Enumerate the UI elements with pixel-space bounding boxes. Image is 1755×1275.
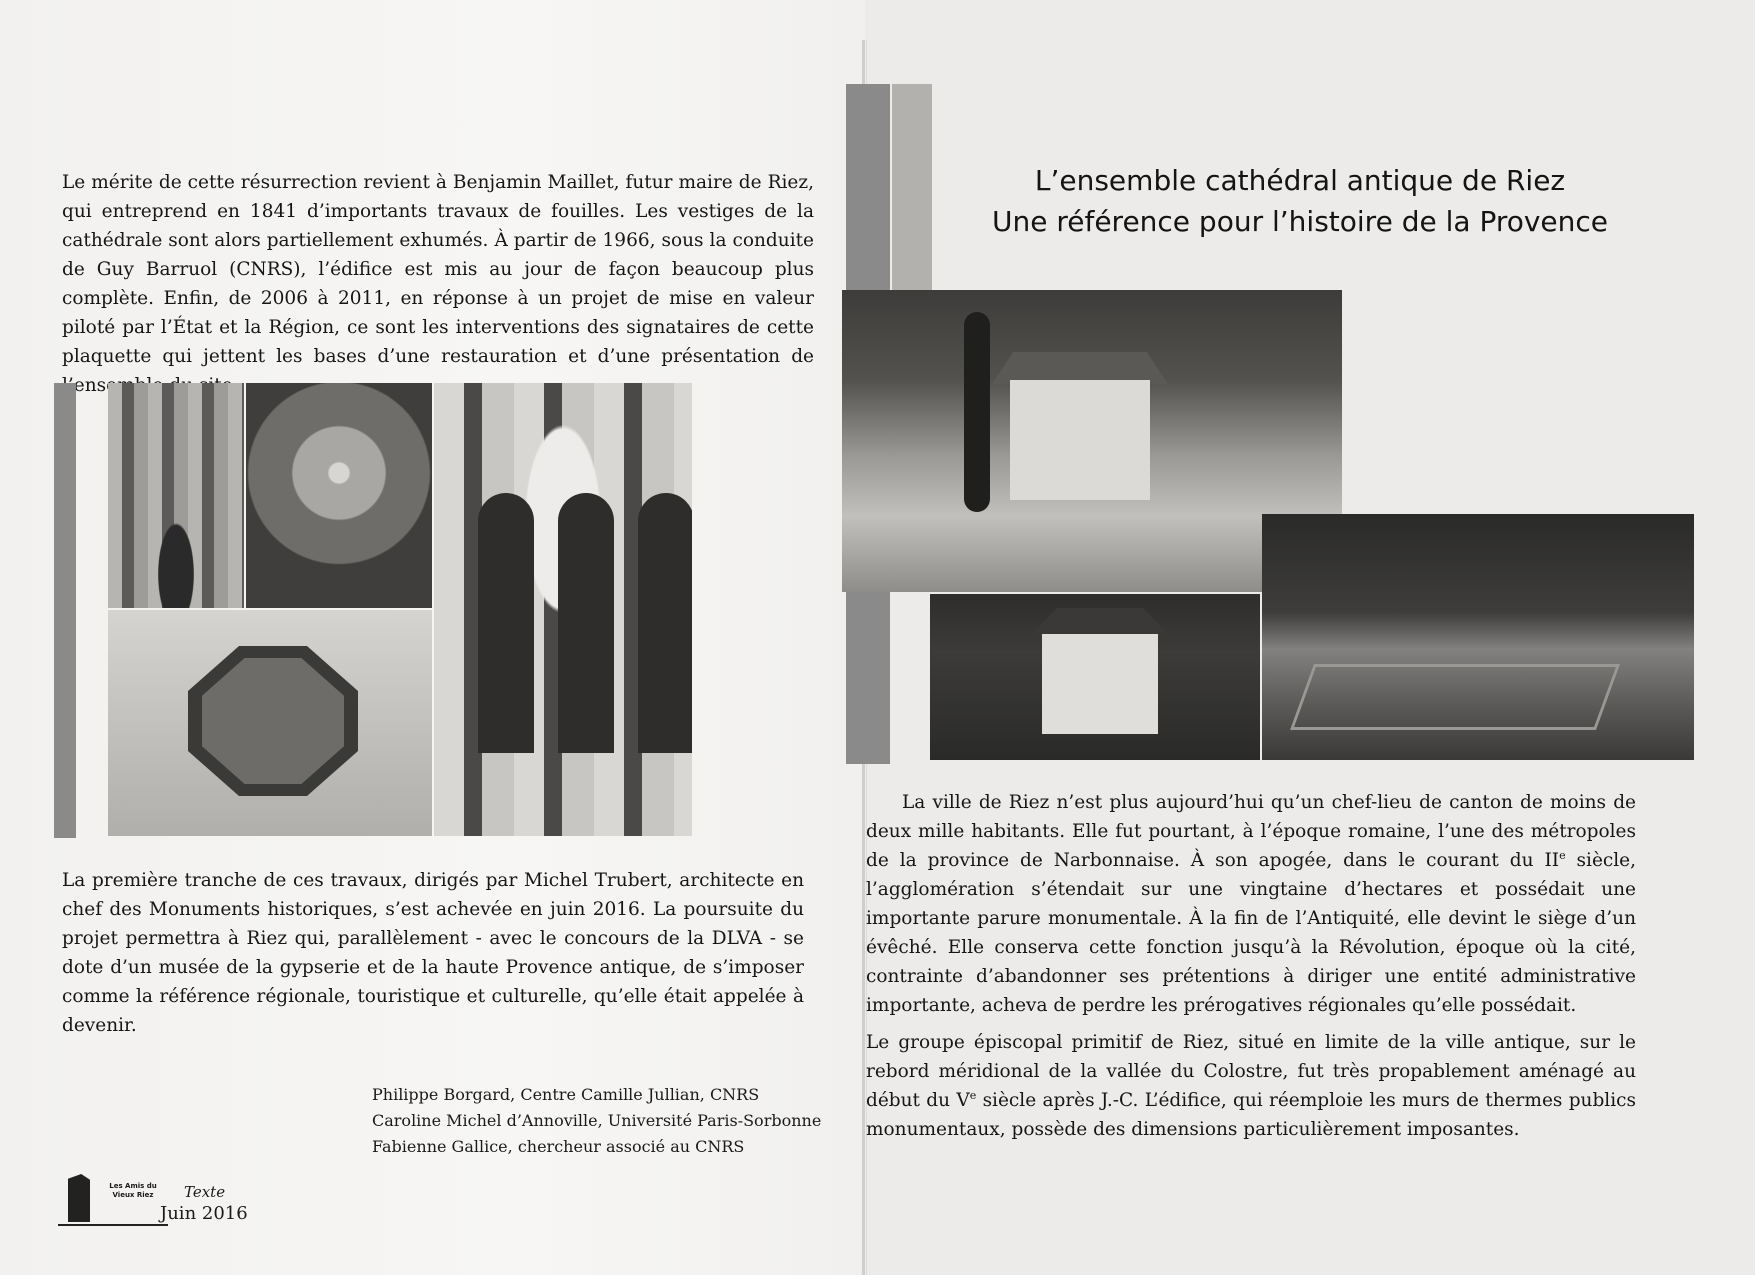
cypress-tree bbox=[964, 312, 990, 512]
paragraph-episcopal-group bbox=[866, 1028, 1636, 1144]
chapel-building bbox=[1042, 634, 1158, 734]
superscript: e bbox=[969, 1088, 977, 1102]
publication-date: Juin 2016 bbox=[160, 1203, 248, 1224]
text-span: La ville de Riez n’est plus aujourd’hui qu’un chef-lieu de canton de moins de deux mille habitants. Elle fut pourtant, à l’époque romaine, l’une des métropoles de la province de Narbonnaise. À son apogée, dans le courant du II bbox=[866, 792, 1636, 871]
text-span: Le groupe épiscopal primitif de Riez, situé en limite de la ville antique, sur le rebord méridional de la vallée du Colostre, fut très propablement aménagé au début du V bbox=[866, 1032, 1636, 1111]
superscript: e bbox=[1559, 848, 1566, 862]
intro-text: Le mérite de cette résurrection revient à Benjamin Maillet, futur maire de Riez, qui entreprend en 1841 d’importants travaux de fouilles. Les vestiges de la cathédrale sont alors partiellement exhumés. À partir de 1966, sous la conduite de Guy Barruol (CNRS), l’édifice est mis au jour de façon beaucoup plus complète. Enfin, de 2006 à 2011, en réponse à un projet de mise en valeur piloté par l’État et la Région, ce sont les interventions des signataires de cette plaquette qui jettent les bases d’une restauration et d’une présentation de bbox=[62, 172, 814, 367]
page-title bbox=[940, 160, 1660, 242]
paragraph-history bbox=[866, 788, 1636, 1020]
signatory: Caroline Michel d’Annoville, Université Paris-Sorbonne bbox=[372, 1111, 822, 1130]
title-line-1: L’ensemble cathédral antique de Riez bbox=[1034, 164, 1566, 197]
chapel-building bbox=[1010, 380, 1150, 500]
logo-text: Les Amis du Vieux Riez bbox=[109, 1182, 157, 1199]
body-text bbox=[866, 788, 1636, 1144]
texte-label: Texte bbox=[184, 1183, 226, 1201]
text-span: siècle, l’agglomération s’étendait sur une vingtaine d’hectares et possédait une importante parure monumentale. À la fin de l’Antiquité, elle devint le siège d’un évêché. Elle conserva cette fonction jusqu’à la Révolution, époque où la cité, contrainte d’abandonner ses prétentions à diriger une entité administrative importante, acheva de perdre les prérogatives régionales qu’elle possédait. bbox=[866, 850, 1637, 1016]
photo-chapel-night bbox=[930, 594, 1260, 760]
title-line-2: Une référence pour l’histoire de la Provence bbox=[991, 205, 1609, 238]
excavation-outline bbox=[1290, 664, 1620, 730]
outro-text: La première tranche de ces travaux, dirigés par Michel Trubert, architecte en chef des Monuments historiques, s’est achevée en juin 2016. La poursuite du projet permettra à Riez qui, parallèlement - avec le concours de la DLVA - se dote d’un musée de la gypserie et de la haute Provence antique, de s’imposer comme la référence régionale, touristique et culturelle, qu’elle était appelée à devenir. bbox=[62, 870, 804, 1036]
photo-excavation-site bbox=[1262, 514, 1694, 760]
accent-strip-light bbox=[892, 84, 932, 294]
signatory: Fabienne Gallice, chercheur associé au CNRS bbox=[372, 1137, 745, 1156]
signatory: Philippe Borgard, Centre Camille Jullian, CNRS bbox=[372, 1085, 760, 1104]
text-span: siècle après J.-C. L’édifice, qui réemploie les murs de thermes publics monumentaux, possède des dimensions particulièrement imposantes. bbox=[866, 1090, 1636, 1140]
